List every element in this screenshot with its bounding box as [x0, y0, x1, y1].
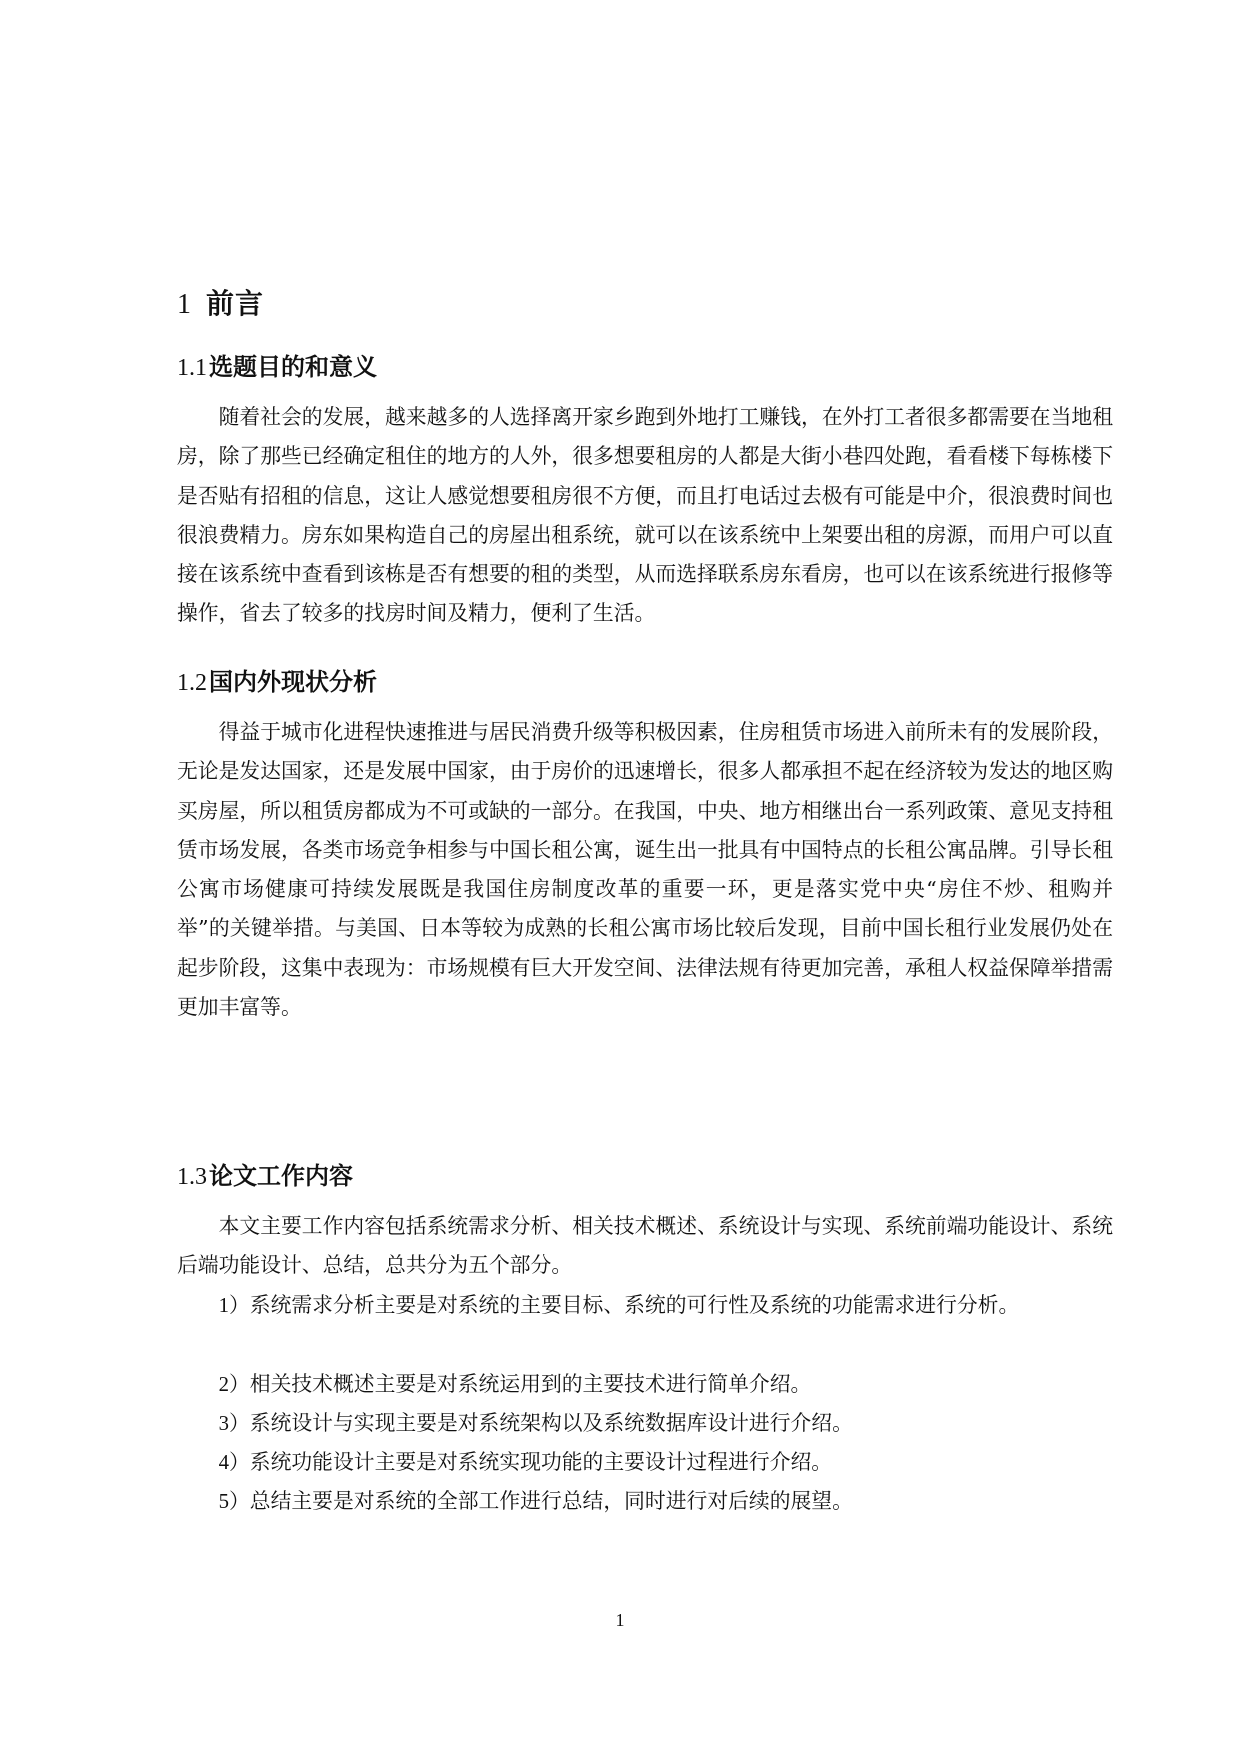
section-number: 1.1	[177, 355, 207, 381]
list-text: 系统功能设计主要是对系统实现功能的主要设计过程进行介绍。	[249, 1450, 833, 1474]
list-marker: 5）	[218, 1490, 250, 1513]
list-marker: 4）	[218, 1451, 250, 1474]
page-number: 1	[615, 1610, 625, 1630]
list-item	[177, 1365, 1113, 1404]
list-item	[177, 1482, 1113, 1521]
section-heading-1-1	[177, 347, 377, 382]
list-marker: 1）	[218, 1294, 250, 1317]
section-number: 1.2	[177, 670, 207, 696]
list-text: 相关技术概述主要是对系统运用到的主要技术进行简单介绍。	[249, 1372, 812, 1396]
section-heading-1-3	[177, 1156, 353, 1191]
chapter-heading	[177, 282, 264, 322]
section-title: 论文工作内容	[209, 1162, 353, 1190]
section-title: 选题目的和意义	[209, 353, 377, 381]
list-item	[177, 1404, 1113, 1443]
section-title: 国内外现状分析	[209, 668, 377, 696]
section-number: 1.3	[177, 1164, 207, 1190]
chapter-title: 前言	[206, 287, 265, 320]
section-1-2-paragraph: 得益于城市化进程快速推进与居民消费升级等积极因素，住房租赁市场进入前所未有的发展阶段，无论是发达国家，还是发展中国家，由于房价的迅速增长，很多人都承担不起在经济较为发达的地区购买房屋，所以租赁房都成为不可或缺的一部分。在我国，中央、地方相继出台一系列政策、意见支持租赁市场发展，各类市场竞争相参与中国长租公寓，诞生出一批具有中国特点的长租公寓品牌。引导长租公寓市场健康可持续发展既是我国住房制度改革的重要一环，更是落实党中央“房住不炒、租购并举”的关键举措。与美国、日本等较为成熟的长租公寓市场比较后发现，目前中国长租行业发展仍处在起步阶段，这集中表现为：市场规模有巨大开发空间、法律法规有待更加完善，承租人权益保障举措需更加丰富等。	[177, 720, 1113, 1020]
list-marker: 2）	[218, 1373, 250, 1396]
section-heading-1-2	[177, 662, 377, 697]
list-item	[177, 1286, 1113, 1325]
list-text: 总结主要是对系统的全部工作进行总结，同时进行对后续的展望。	[249, 1489, 853, 1513]
list-text: 系统需求分析主要是对系统的主要目标、系统的可行性及系统的功能需求进行分析。	[249, 1293, 1020, 1317]
list-item	[177, 1443, 1113, 1482]
list-marker: 3）	[218, 1412, 250, 1435]
section-1-3-paragraph: 本文主要工作内容包括系统需求分析、相关技术概述、系统设计与实现、系统前端功能设计、系统后端功能设计、总结，总共分为五个部分。	[177, 1214, 1113, 1278]
list-text: 系统设计与实现主要是对系统架构以及系统数据库设计进行介绍。	[249, 1411, 853, 1435]
section-1-1-paragraph: 随着社会的发展，越来越多的人选择离开家乡跑到外地打工赚钱，在外打工者很多都需要在当地租房，除了那些已经确定租住的地方的人外，很多想要租房的人都是大街小巷四处跑，看看楼下每栋楼下是否贴有招租的信息，这让人感觉想要租房很不方便，而且打电话过去极有可能是中介，很浪费时间也很浪费精力。房东如果构造自己的房屋出租系统，就可以在该系统中上架要出租的房源，而用户可以直接在该系统中查看到该栋是否有想要的租的类型，从而选择联系房东看房，也可以在该系统进行报修等操作，省去了较多的找房时间及精力，便利了生活。	[177, 405, 1113, 626]
chapter-number: 1	[177, 289, 192, 320]
